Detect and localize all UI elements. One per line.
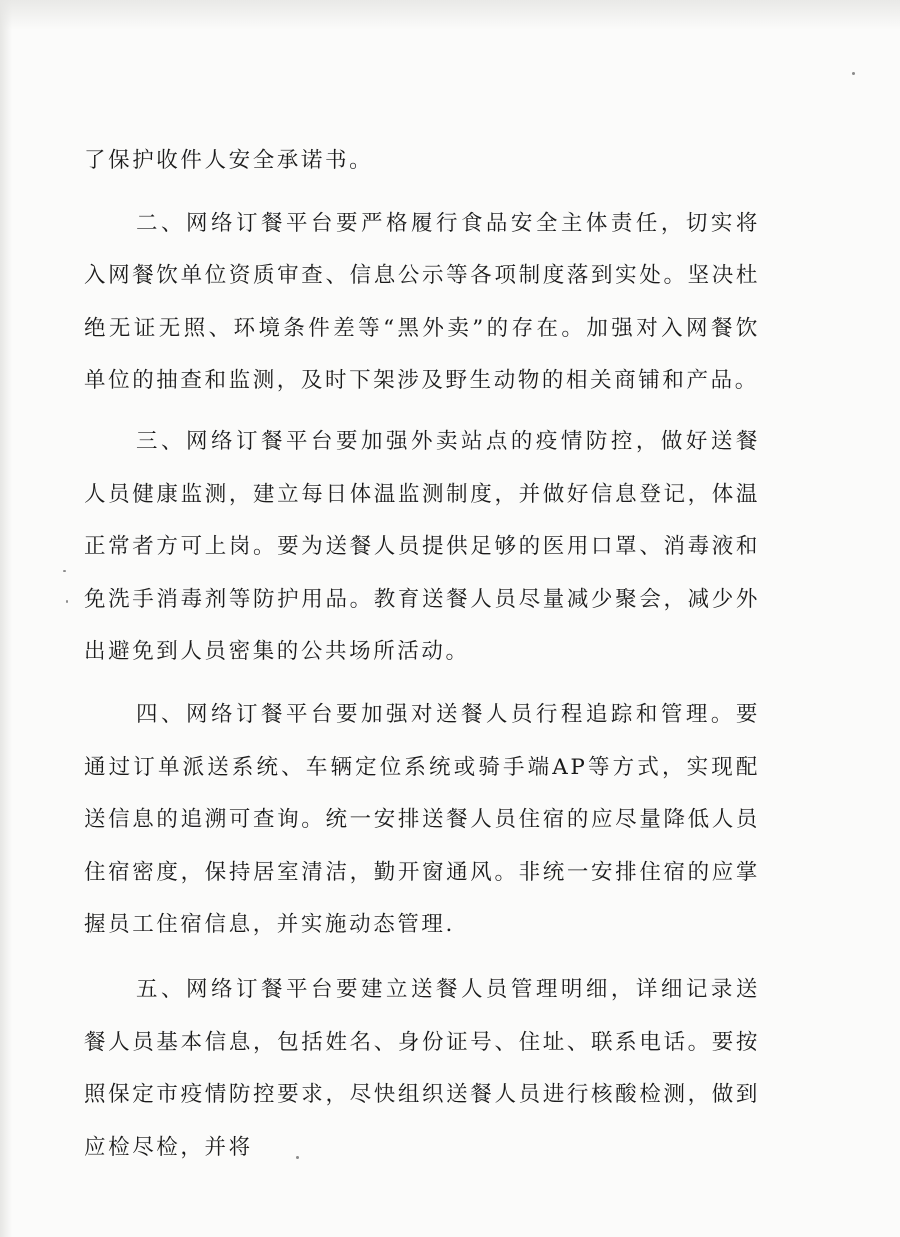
paragraph-item-5: 五、网络订餐平台要建立送餐人员管理明细，详细记录送餐人员基本信息，包括姓名、身份证号、住址、联系电话。要按照保定市疫情防控要求，尽快组织送餐人员进行核酸检测，做到应检尽检，并将 <box>84 976 760 1160</box>
scan-left-shadow <box>0 0 12 1237</box>
document-body <box>84 135 760 1174</box>
scan-speck <box>852 72 855 75</box>
paragraph-item-3: 三、网络订餐平台要加强外卖站点的疫情防控，做好送餐人员健康监测，建立每日体温监测制度，并做好信息登记，体温正常者方可上岗。要为送餐人员提供足够的医用口罩、消毒液和免洗手消毒剂等防护用品。教育送餐人员尽量减少聚会，减少外出避免到人员密集的公共场所活动。 <box>84 428 760 665</box>
scan-top-shadow <box>0 0 900 30</box>
scan-speck <box>66 600 68 603</box>
paragraph-continuation: 了保护收件人安全承诺书。 <box>84 148 374 173</box>
paragraph-item-2: 二、网络订餐平台要严格履行食品安全主体责任，切实将入网餐饮单位资质审查、信息公示等各项制度落到实处。坚决杜绝无证无照、环境条件差等“黑外卖”的存在。加强对入网餐饮单位的抽查和监测，及时下架涉及野生动物的相关商铺和产品。 <box>84 210 760 394</box>
paragraph-item-4: 四、网络订餐平台要加强对送餐人员行程追踪和管理。要通过订单派送系统、车辆定位系统或骑手端AP等方式，实现配送信息的追溯可查询。统一安排送餐人员住宿的应尽量降低人员住宿密度，保持居室清洁，勤开窗通风。非统一安排住宿的应掌握员工住宿信息，并实施动态管理. <box>84 701 760 938</box>
scan-speck <box>63 570 66 572</box>
